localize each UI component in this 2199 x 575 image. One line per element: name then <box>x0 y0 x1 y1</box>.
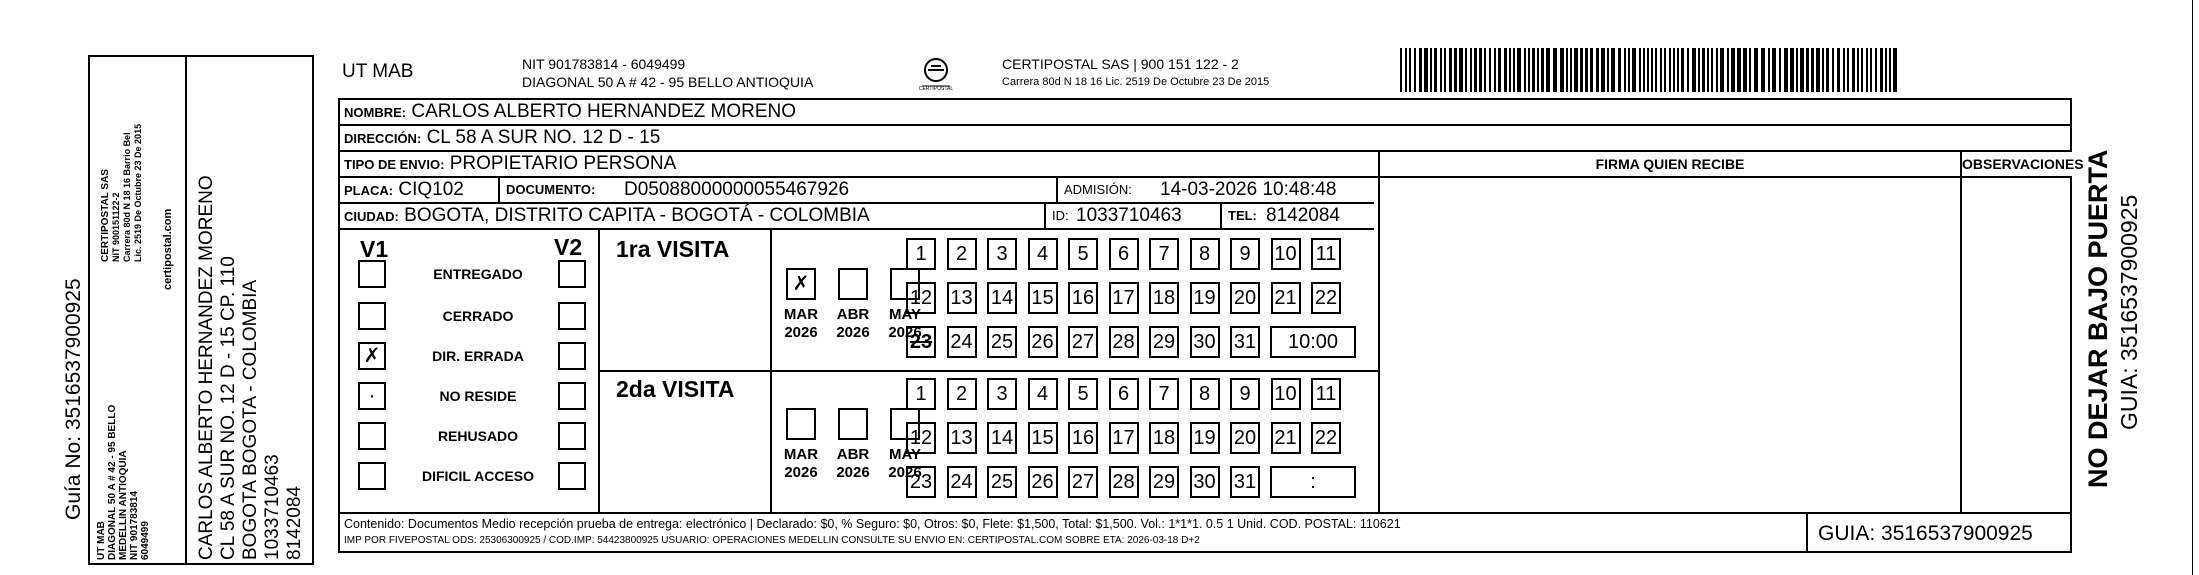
day-box[interactable]: 6 <box>1109 378 1139 410</box>
status-v2-checkbox[interactable] <box>558 462 586 490</box>
day-box[interactable]: 16 <box>1068 282 1098 314</box>
side-guia: GUIA: 3516537900925 <box>2116 194 2142 430</box>
day-box[interactable]: 18 <box>1149 282 1179 314</box>
stub-guia-label: Guía No: 3516537900925 <box>62 278 85 520</box>
v1-label: V1 <box>360 236 389 262</box>
day-box[interactable]: 11 <box>1311 378 1341 410</box>
footer-guia: GUIA: 3516537900925 <box>1818 522 2033 545</box>
stub-certipostal: CERTIPOSTAL SAS NIT 900151122-2 Carrera 80d N 18 16 Barrio Bel Lic. 2519 De Octubre 23 De 2015 <box>100 123 143 262</box>
year-label: 2026 <box>784 464 818 481</box>
day-box[interactable]: 3 <box>987 238 1017 270</box>
row-tipo: TIPO DE ENVIO: PROPIETARIO PERSONA <box>340 152 2070 178</box>
day-box[interactable]: 17 <box>1109 422 1139 454</box>
header-company: UT MAB <box>342 61 414 82</box>
row-placa: PLACA: CIQ102 DOCUMENTO: D05088000000055467926 ADMISIÓN: 14-03-2026 10:48:48 <box>340 178 1374 204</box>
day-box[interactable]: 29 <box>1149 466 1179 498</box>
year-label: 2026 <box>888 324 922 341</box>
barcode <box>1400 48 1900 92</box>
header-courier: CERTIPOSTAL SAS | 900 151 122 - 2 <box>1002 56 1239 72</box>
year-label: 2026 <box>836 464 870 481</box>
day-box[interactable]: 19 <box>1190 282 1220 314</box>
stub-divider <box>185 55 187 565</box>
header-courier-address: Carrera 80d N 18 16 Lic. 2519 De Octubre 23 De 2015 <box>1002 76 1270 88</box>
status-v1-checkbox[interactable]: · <box>358 382 386 410</box>
day-box[interactable]: 30 <box>1190 326 1220 358</box>
row-ciudad: CIUDAD: BOGOTA, DISTRITO CAPITA - BOGOTÁ - COLOMBIA ID: 1033710463 TEL: 8142084 <box>340 204 1374 230</box>
month-label: MAR <box>783 446 819 463</box>
status-v2-checkbox[interactable] <box>558 260 586 288</box>
status-v1-checkbox[interactable] <box>358 302 386 330</box>
day-box[interactable]: 28 <box>1109 326 1139 358</box>
month-label: MAY <box>889 306 921 323</box>
stub-website: certipostal.com <box>162 208 174 290</box>
status-v2-checkbox[interactable] <box>558 342 586 370</box>
day-box[interactable]: 4 <box>1028 378 1058 410</box>
day-box[interactable]: 9 <box>1230 238 1260 270</box>
day-box[interactable]: 13 <box>947 422 977 454</box>
day-box[interactable]: 2 <box>947 378 977 410</box>
day-box[interactable]: 12 <box>906 282 936 314</box>
day-box[interactable]: 21 <box>1271 422 1301 454</box>
status-v1-checkbox[interactable] <box>358 462 386 490</box>
time-box[interactable]: : <box>1270 466 1356 498</box>
day-box[interactable]: 31 <box>1230 466 1260 498</box>
month-checkbox[interactable]: ✗ <box>786 268 816 300</box>
day-box[interactable]: 1 <box>906 238 936 270</box>
footer-line2: IMP POR FIVEPOSTAL ODS: 25306300925 / COD.IMP: 54423800925 USUARIO: OPERACIONES MEDELLIN CONSULTE SU ENVIO EN: CERTIPOSTAL.COM SOBRE ETA: 2026-03-18 D+2 <box>344 535 1200 546</box>
tipo-value: PROPIETARIO PERSONA <box>449 153 677 174</box>
certipostal-logo <box>918 56 954 92</box>
day-box[interactable]: 9 <box>1230 378 1260 410</box>
day-box[interactable]: 10 <box>1271 378 1301 410</box>
tel-value: 8142084 <box>1266 205 1340 226</box>
day-box[interactable]: 14 <box>987 422 1017 454</box>
day-box[interactable]: 12 <box>906 422 936 454</box>
day-box[interactable]: 22 <box>1311 422 1341 454</box>
logo-text: CERTIPOSTAL <box>918 86 954 92</box>
stub-recipient: CARLOS ALBERTO HERNANDEZ MORENO CL 58 A SUR NO. 12 D - 15 CP. 110 BOGOTA BOGOTA - COLOMBIA 1033710463 8142084 <box>196 175 305 560</box>
day-box[interactable]: 23 <box>906 326 936 358</box>
day-box[interactable]: 20 <box>1230 422 1260 454</box>
day-box[interactable]: 8 <box>1190 378 1220 410</box>
visit-area <box>340 230 1378 512</box>
status-label: CERRADO <box>442 308 514 324</box>
day-box[interactable]: 10 <box>1271 238 1301 270</box>
form <box>338 98 2084 553</box>
admision-value: 14-03-2026 10:48:48 <box>1160 179 1337 200</box>
firma-header: FIRMA QUIEN RECIBE <box>1378 152 1960 178</box>
day-box[interactable]: 5 <box>1068 238 1098 270</box>
day-box[interactable]: 6 <box>1109 238 1139 270</box>
id-value: 1033710463 <box>1076 205 1182 226</box>
day-box[interactable]: 19 <box>1190 422 1220 454</box>
day-box[interactable]: 3 <box>987 378 1017 410</box>
day-box[interactable]: 20 <box>1230 282 1260 314</box>
day-box[interactable]: 25 <box>987 466 1017 498</box>
footer <box>340 512 2070 553</box>
no-dejar-label: NO DEJAR BAJO PUERTA <box>2083 149 2113 488</box>
status-label: DIR. ERRADA <box>432 348 524 364</box>
year-label: 2026 <box>784 324 818 341</box>
time-box[interactable]: 10:00 <box>1270 326 1356 358</box>
status-v1-checkbox[interactable]: ✗ <box>358 342 386 370</box>
day-box[interactable]: 5 <box>1068 378 1098 410</box>
day-box[interactable]: 4 <box>1028 238 1058 270</box>
day-box[interactable]: 18 <box>1149 422 1179 454</box>
firma-area <box>1378 178 1380 512</box>
day-box[interactable]: 11 <box>1311 238 1341 270</box>
year-label: 2026 <box>836 324 870 341</box>
day-box[interactable]: 27 <box>1068 326 1098 358</box>
year-label: 2026 <box>888 464 922 481</box>
obs-header: OBSERVACIONES <box>1960 152 2072 178</box>
header-nit: NIT 901783814 - 6049499 <box>522 56 686 72</box>
status-label: NO RESIDE <box>439 388 517 404</box>
status-v1-checkbox[interactable] <box>358 422 386 450</box>
month-label: ABR <box>836 306 870 323</box>
month-checkbox[interactable] <box>838 268 868 300</box>
obs-area <box>1960 178 1962 512</box>
day-box[interactable]: 23 <box>906 466 936 498</box>
visit-divider <box>598 370 1378 372</box>
day-box[interactable]: 27 <box>1068 466 1098 498</box>
visit1-title: 1ra VISITA <box>616 236 730 262</box>
documento-value: D05088000000055467926 <box>624 179 850 200</box>
day-box[interactable]: 26 <box>1028 466 1058 498</box>
day-box[interactable]: 7 <box>1149 238 1179 270</box>
day-box[interactable]: 21 <box>1271 282 1301 314</box>
day-box[interactable]: 31 <box>1230 326 1260 358</box>
visit2-title: 2da VISITA <box>616 376 735 402</box>
nombre-value: CARLOS ALBERTO HERNANDEZ MORENO <box>411 101 797 122</box>
day-box[interactable]: 28 <box>1109 466 1139 498</box>
status-v2-checkbox[interactable] <box>558 382 586 410</box>
month-checkbox[interactable] <box>786 408 816 440</box>
day-box[interactable]: 24 <box>947 326 977 358</box>
v2-label: V2 <box>554 234 583 260</box>
day-box[interactable]: 8 <box>1190 238 1220 270</box>
day-box[interactable]: 1 <box>906 378 936 410</box>
stub-sender: UT MAB DIAGONAL 50 A # 42 - 95 BELLO MEDELLIN ANTIOQUIA NIT 901783814 6049499 <box>96 404 151 560</box>
day-box[interactable]: 2 <box>947 238 977 270</box>
day-box[interactable]: 26 <box>1028 326 1058 358</box>
direccion-value: CL 58 A SUR NO. 12 D - 15 <box>426 127 661 148</box>
month-label: ABR <box>836 446 870 463</box>
row-direccion: DIRECCIÓN: CL 58 A SUR NO. 12 D - 15 <box>340 126 2070 152</box>
day-box[interactable]: 17 <box>1109 282 1139 314</box>
month-checkbox[interactable] <box>838 408 868 440</box>
status-label: ENTREGADO <box>433 266 523 282</box>
day-box[interactable]: 29 <box>1149 326 1179 358</box>
ciudad-value: BOGOTA, DISTRITO CAPITA - BOGOTÁ - COLOMBIA <box>404 205 870 226</box>
day-box[interactable]: 15 <box>1028 422 1058 454</box>
status-v1-checkbox[interactable] <box>358 260 386 288</box>
day-box[interactable]: 16 <box>1068 422 1098 454</box>
stub <box>0 0 320 575</box>
right-rule <box>2192 0 2193 575</box>
day-box[interactable]: 14 <box>987 282 1017 314</box>
status-label: DIFICIL ACCESO <box>421 468 534 484</box>
day-box[interactable]: 22 <box>1311 282 1341 314</box>
month-label: MAR <box>783 306 819 323</box>
day-box[interactable]: 24 <box>947 466 977 498</box>
status-v2-checkbox[interactable] <box>558 302 586 330</box>
placa-value: CIQ102 <box>398 179 464 200</box>
day-box[interactable]: 15 <box>1028 282 1058 314</box>
month-divider <box>770 230 772 512</box>
month-label: MAY <box>889 446 921 463</box>
day-box[interactable]: 25 <box>987 326 1017 358</box>
row-nombre: NOMBRE: CARLOS ALBERTO HERNANDEZ MORENO <box>340 100 2070 126</box>
day-box[interactable]: 13 <box>947 282 977 314</box>
day-box[interactable]: 30 <box>1190 466 1220 498</box>
day-box[interactable]: 7 <box>1149 378 1179 410</box>
footer-divider <box>1806 514 1808 553</box>
footer-line1: Contenido: Documentos Medio recepción prueba de entrega: electrónico | Declarado: $0, % Seguro: $0, Otros: $0, Flete: $1,500, Total: $1,500. Vol.: 1*1*1. 0.5 1 Unid. COD. POSTAL: 110621 <box>344 517 1401 531</box>
header-address: DIAGONAL 50 A # 42 - 95 BELLO ANTIOQUIA <box>522 74 814 90</box>
status-v2-checkbox[interactable] <box>558 422 586 450</box>
status-label: REHUSADO <box>437 428 519 444</box>
